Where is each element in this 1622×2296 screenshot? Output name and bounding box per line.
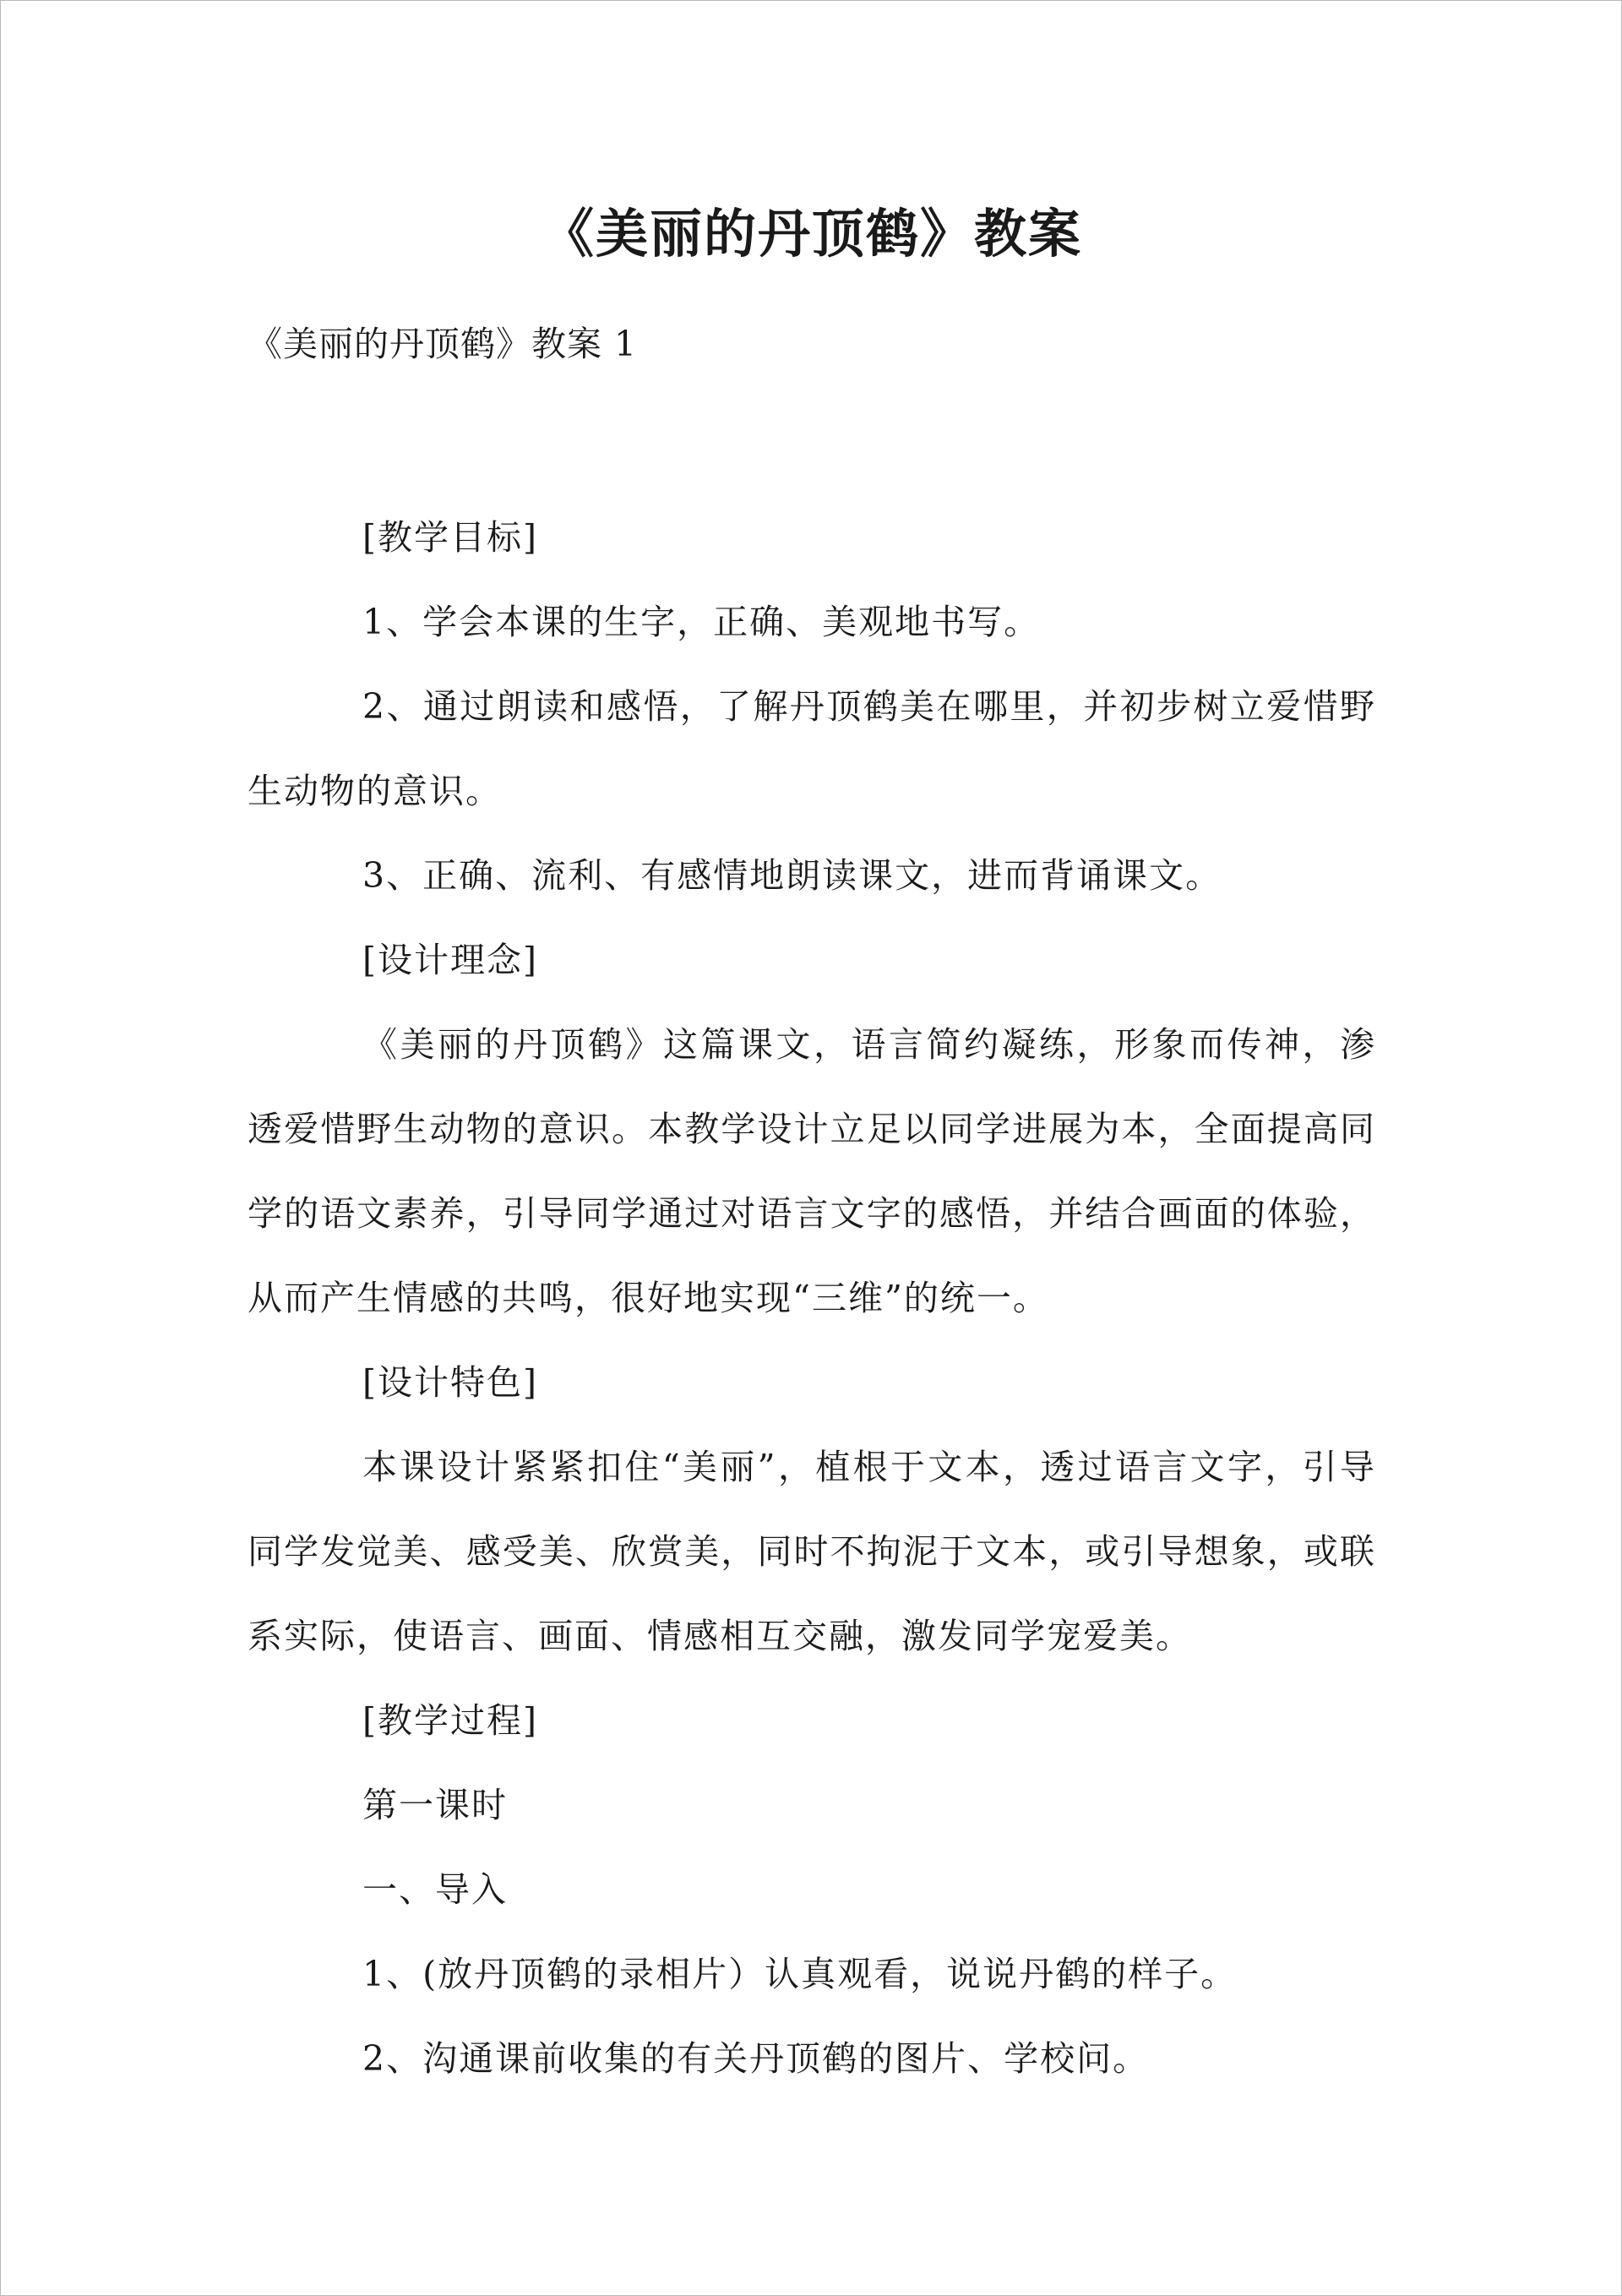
intro-step-1: 1、(放丹顶鹤的录相片）认真观看，说说丹鹤的样子。 [362,1954,1238,1994]
lesson-period: 第一课时 [362,1785,508,1825]
document-body [248,495,1376,2101]
goal-item-2: 2、通过朗读和感悟，了解丹顶鹤美在哪里，并初步树立爱惜野生动物的意识。 [248,686,1376,811]
heading-design-features: [设计特色] [362,1362,538,1403]
heading-teaching-goals: [教学目标] [362,517,538,558]
section-introduction: 一、导入 [362,1869,508,1910]
design-features-paragraph: 本课设计紧紧扣住“美丽”，植根于文本，透过语言文字，引导同学发觉美、感受美、欣赏美，同时不拘泥于文本，或引导想象，或联系实际，使语言、画面、情感相互交融，激发同学宠爱美。 [248,1447,1376,1656]
heading-teaching-process: [教学过程] [362,1700,538,1741]
goal-item-1: 1、学会本课的生字，正确、美观地书写。 [362,602,1041,642]
heading-design-concept: [设计理念] [362,940,538,980]
design-concept-paragraph: 《美丽的丹顶鹤》这篇课文，语言简约凝练，形象而传神，渗透爱惜野生动物的意识。本教学设计立足以同学进展为本，全面提高同学的语文素养，引导同学通过对语言文字的感悟，并结合画面的体验，从而产生情感的共鸣，很好地实现“三维”的统一。 [248,1024,1376,1318]
document-subtitle: 《美丽的丹顶鹤》教案 1 [248,324,638,364]
document-title: 《美丽的丹顶鹤》教案 [541,203,1082,265]
intro-step-2: 2、沟通课前收集的有关丹顶鹤的图片、学校问。 [362,2038,1150,2079]
goal-item-3: 3、正确、流利、有感情地朗读课文，进而背诵课文。 [362,855,1222,896]
